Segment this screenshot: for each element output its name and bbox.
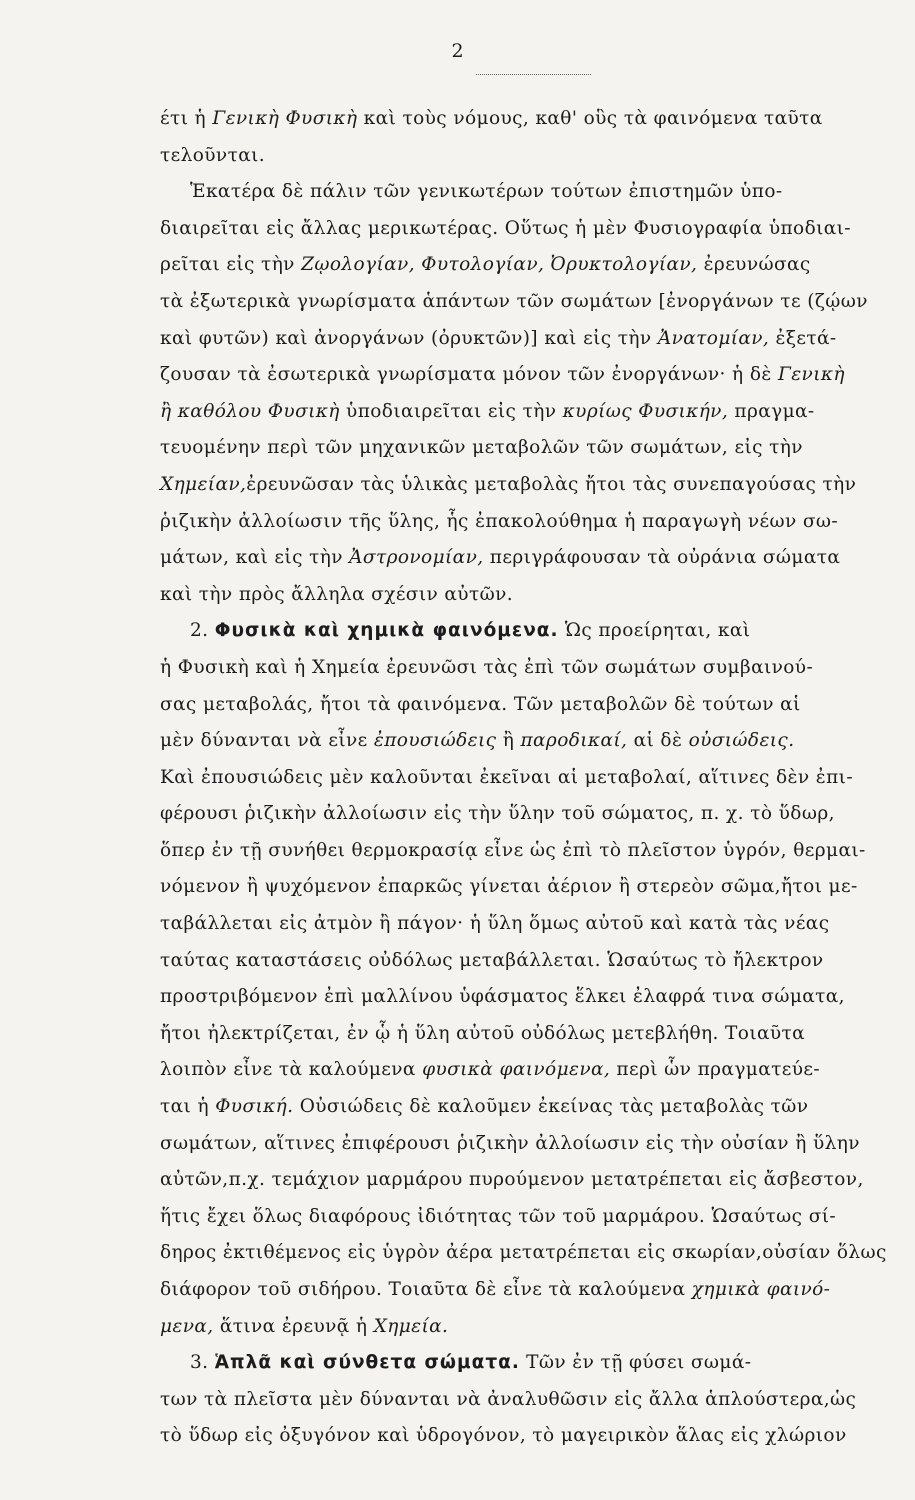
text-line bbox=[160, 833, 900, 870]
text-segment: μάτων, καὶ εἰς τὴν bbox=[160, 547, 350, 569]
text-segment: ταβάλλεται εἰς ἀτμὸν ἢ πάγον· ἡ ὕλη ὅμως αὐτοῦ καὶ κατὰ τὰς νέας bbox=[160, 913, 830, 935]
text-line bbox=[160, 1235, 900, 1272]
text-line bbox=[160, 138, 900, 175]
text-line bbox=[160, 613, 900, 650]
text-segment: ἤτοι ἠλεκτρίζεται, ἐν ᾧ ἡ ὕλη αὐτοῦ οὐδόλως μετεβλήθη. Τοιαῦτα bbox=[160, 1022, 806, 1044]
text-line bbox=[160, 650, 900, 687]
text-segment: αὐτῶν,π.χ. τεμάχιον μαρμάρου πυρούμενον μετατρέπεται εἰς ἄσβεστον, bbox=[160, 1169, 864, 1191]
text-segment: των τὰ πλεῖστα μὲν δύνανται νὰ ἀναλυθῶσιν εἰς ἄλλα ἁπλούστερα,ὡς bbox=[160, 1388, 857, 1410]
italic-term: Ζῳολογίαν, Φυτολογίαν, Ὀρυκτολογίαν, bbox=[301, 254, 698, 276]
text-segment: περιγράφουσαν τὰ οὐράνια σώματα bbox=[483, 547, 841, 569]
text-segment: ὅπερ ἐν τῇ συνήθει θερμοκρασίᾳ εἶνε ὡς ἐπὶ τὸ πλεῖστον ὑγρόν, θερμαι- bbox=[160, 839, 866, 861]
text-segment: Τῶν ἐν τῇ φύσει σωμά- bbox=[519, 1352, 752, 1374]
text-segment: τὰ ἐξωτερικὰ γνωρίσματα ἁπάντων τῶν σωμάτων [ἐνοργάνων τε (ζῴων bbox=[160, 290, 868, 312]
text-segment: τελοῦνται. bbox=[160, 144, 266, 166]
text-segment: διάφορον τοῦ σιδήρου. Τοιαῦτα δὲ εἶνε τὰ καλούμενα bbox=[160, 1279, 692, 1300]
text-line bbox=[160, 577, 900, 614]
text-segment: Καὶ ἐπουσιώδεις μὲν καλοῦνται ἐκεῖναι αἱ μεταβολαί, αἵτινες δὲν ἐπι- bbox=[160, 766, 853, 788]
text-segment: σωμάτων, αἵτινες ἐπιφέρουσι ῥιζικὴν ἀλλοίωσιν εἰς τὴν οὐσίαν ἢ ὕλην bbox=[160, 1132, 860, 1154]
text-line bbox=[160, 1345, 900, 1382]
italic-term: Γενικὴ bbox=[777, 364, 845, 386]
header-rule bbox=[476, 74, 591, 75]
text-line bbox=[160, 1089, 900, 1126]
text-segment: 3. bbox=[190, 1352, 215, 1374]
text-segment: νόμενον ἢ ψυχόμενον ἐπαρκῶς γίνεται ἀέριον ἢ στερεὸν σῶμα,ἤτοι με- bbox=[160, 876, 858, 898]
text-line bbox=[160, 1162, 900, 1199]
text-line bbox=[160, 760, 900, 797]
italic-term: κυρίως Φυσικήν, bbox=[562, 400, 729, 422]
text-line bbox=[160, 540, 900, 577]
text-line bbox=[160, 1199, 900, 1236]
text-segment: έτι ἡ bbox=[160, 108, 213, 129]
text-segment: περὶ ὧν πραγματεύε- bbox=[610, 1059, 820, 1081]
text-segment: Ὡς προείρηται, καὶ bbox=[558, 620, 751, 642]
text-line bbox=[160, 247, 900, 284]
italic-term: Φυσική. bbox=[215, 1096, 294, 1118]
italic-term: φυσικὰ φαινόμενα, bbox=[422, 1059, 611, 1081]
text-line bbox=[160, 1272, 900, 1309]
text-line bbox=[160, 687, 900, 724]
text-segment: ἐρευνώσας bbox=[697, 254, 811, 276]
page-number: 2 bbox=[451, 40, 464, 62]
text-line bbox=[160, 979, 900, 1016]
italic-term: Ἀνατομίαν, bbox=[657, 327, 770, 349]
text-segment: σας μεταβολάς, ἤτοι τὰ φαινόμενα. Τῶν μεταβολῶν δὲ τούτων αἱ bbox=[160, 693, 801, 715]
text-segment: ἥτις ἔχει ὅλως διαφόρους ἰδιότητας τῶν τοῦ μαρμάρου. Ὡσαύτως σί- bbox=[160, 1205, 837, 1227]
text-segment: ρεῖται εἰς τὴν bbox=[160, 254, 302, 276]
text-segment: καὶ τὴν πρὸς ἄλληλα σχέσιν αὐτῶν. bbox=[160, 583, 513, 605]
text-segment: ἢ bbox=[496, 730, 521, 752]
italic-term: Χημείαν, bbox=[160, 473, 247, 495]
text-segment: αἱ δὲ bbox=[627, 730, 689, 752]
text-segment: ζουσαν τὰ ἐσωτερικὰ γνωρίσματα μόνον τῶν ἐνοργάνων· ἡ δὲ bbox=[160, 364, 778, 386]
text-segment: ἐρευνῶσαν τὰς ὑλικὰς μεταβολὰς ἤτοι τὰς συνεπαγούσας τὴν bbox=[246, 473, 857, 495]
text-line bbox=[160, 1309, 900, 1346]
text-segment: τευομένην περὶ τῶν μηχανικῶν μεταβολῶν τῶν σωμάτων, εἰς τὴν bbox=[160, 437, 803, 459]
text-segment: ἐξετά- bbox=[769, 327, 837, 349]
text-segment: λοιπὸν εἶνε τὰ καλούμενα bbox=[160, 1059, 423, 1081]
text-segment: πραγμα- bbox=[728, 400, 815, 422]
text-line bbox=[160, 723, 900, 760]
text-line bbox=[160, 796, 900, 833]
italic-term: Γενικὴ Φυσικὴ bbox=[212, 108, 358, 129]
text-segment: διαιρεῖται εἰς ἄλλας μερικωτέρας. Οὕτως ἡ μὲν Φυσιογραφία ὑποδιαι- bbox=[160, 217, 851, 239]
text-line bbox=[160, 284, 900, 321]
text-line bbox=[160, 394, 900, 431]
text-segment: προστριβόμενον ἐπὶ μαλλίνου ὑφάσματος ἕλκει ἐλαφρά τινα σώματα, bbox=[160, 986, 845, 1008]
text-segment: ὑποδιαιρεῖται εἰς τὴν bbox=[339, 400, 563, 422]
italic-term: Χημεία. bbox=[373, 1315, 449, 1337]
text-line bbox=[160, 943, 900, 980]
text-line bbox=[160, 906, 900, 943]
text-segment: ταύτας καταστάσεις οὐδόλως μεταβάλλεται. Ὡσαύτως τὸ ἤλεκτρον bbox=[160, 949, 824, 971]
text-segment: ῥιζικὴν ἀλλοίωσιν τῆς ὕλης, ἧς ἐπακολούθημα ἡ παραγωγὴ νέων σω- bbox=[160, 510, 839, 532]
text-segment: μὲν δύνανται νὰ εἶνε bbox=[160, 730, 374, 752]
text-line bbox=[160, 321, 900, 358]
text-line bbox=[160, 1126, 900, 1163]
text-segment: δηρος ἐκτιθέμενος εἰς ὑγρὸν ἀέρα μετατρέπεται εἰς σκωρίαν,οὐσίαν ὅλως bbox=[160, 1242, 887, 1264]
text-segment: ἅτινα ἐρευνᾷ ἡ bbox=[213, 1315, 374, 1337]
text-segment: φέρουσι ῥιζικὴν ἀλλοίωσιν εἰς τὴν ὕλην τοῦ σώματος, π. χ. τὸ ὕδωρ, bbox=[160, 803, 835, 825]
text-segment: ται ἡ bbox=[160, 1096, 216, 1118]
text-line bbox=[160, 101, 900, 138]
italic-term: ἢ καθόλου Φυσικὴ bbox=[160, 400, 340, 422]
italic-term: Ἀστρονομίαν, bbox=[349, 547, 484, 569]
text-line bbox=[160, 869, 900, 906]
italic-term: χημικὰ φαινό- bbox=[691, 1279, 831, 1300]
section-heading: Φυσικὰ καὶ χημικὰ φαινόμενα. bbox=[214, 620, 559, 642]
body-text bbox=[160, 101, 900, 1455]
italic-term: ἐπουσιώδεις bbox=[373, 730, 497, 752]
section-heading: Ἁπλᾶ καὶ σύνθετα σώματα. bbox=[214, 1352, 520, 1374]
text-line bbox=[160, 174, 900, 211]
text-line bbox=[160, 211, 900, 248]
text-line bbox=[160, 1382, 900, 1419]
italic-term: μενα, bbox=[160, 1315, 214, 1337]
italic-term: παροδικαί, bbox=[520, 730, 628, 752]
text-line bbox=[160, 504, 900, 541]
text-line bbox=[160, 357, 900, 394]
text-segment: 2. bbox=[190, 620, 215, 642]
text-segment: τὸ ὕδωρ εἰς ὀξυγόνον καὶ ὑδρογόνον, τὸ μαγειρικὸν ἅλας εἰς χλώριον bbox=[160, 1425, 847, 1447]
text-line bbox=[160, 1016, 900, 1053]
italic-term: οὐσιώδεις. bbox=[688, 730, 795, 752]
text-line bbox=[160, 430, 900, 467]
text-line bbox=[160, 1418, 900, 1455]
text-segment: Ἑκατέρα δὲ πάλιν τῶν γενικωτέρων τούτων ἐπιστημῶν ὑπο- bbox=[190, 181, 783, 203]
text-line bbox=[160, 467, 900, 504]
text-segment: ἡ Φυσικὴ καὶ ἡ Χημεία ἐρευνῶσι τὰς ἐπὶ τῶν σωμάτων συμβαινού- bbox=[160, 656, 814, 678]
text-segment: καὶ τοὺς νόμους, καθ' οὓς τὰ φαινόμενα ταῦτα bbox=[357, 108, 823, 129]
text-segment: Οὐσιώδεις δὲ καλοῦμεν ἐκείνας τὰς μεταβολὰς τῶν bbox=[293, 1096, 809, 1118]
text-line bbox=[160, 1052, 900, 1089]
text-segment: καὶ φυτῶν) καὶ ἀνοργάνων (ὀρυκτῶν)] καὶ εἰς τὴν bbox=[160, 327, 658, 349]
